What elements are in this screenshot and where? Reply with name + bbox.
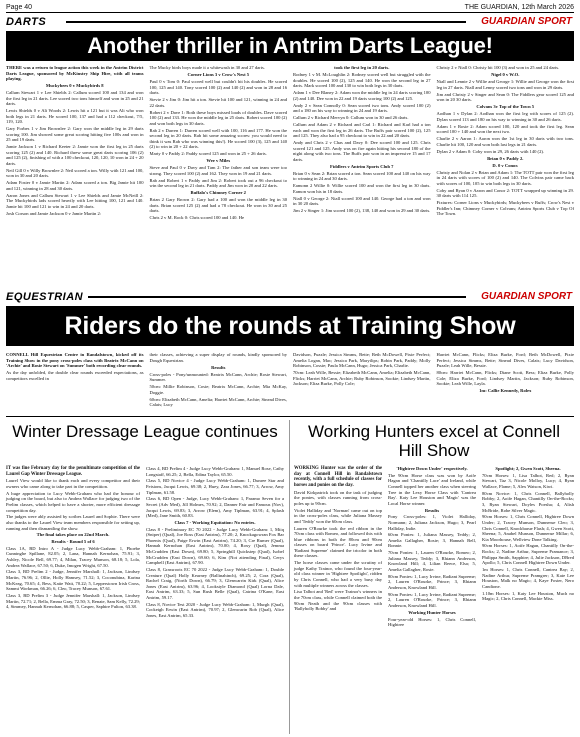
paragraph: 70cm: Leah Wille, Bessie; Elizabeth McCann, Amelia; Elizabeth McCann, Flicks; Harriet McCann, Archie; Ruby Robinson, Sookie; Lindsey Martin, Jackson; Eliza Burke, Polly Cole; <box>293 370 431 386</box>
paragraph: Fixtures: Corner Lions v Muckybirds; Muckybees v Buffs; Crow's Nest v Fiddler's Inn; Chimney Corner v Colvans; Antrim Sports Club v Top Of The Town. <box>436 200 574 216</box>
hunters-column-2 <box>388 466 476 734</box>
paragraph: THERE was a return to league action this week in the Antrim District Darts League, sponsored by McKinstry Ship Hire, with all teams playing. <box>6 65 144 81</box>
paragraph: David Kirkpatrick took on the task of judging the ponies, with classes running from cross-poles up to 90cm. <box>294 489 382 506</box>
paragraph: Violet Halliday and 'Norman' came out on top in the cross-poles class, while Juliana Massey and 'Teddy' won the 60cm class. <box>294 507 382 524</box>
paragraph: Fiddlers v Antrim Sports Club 7 <box>330 163 394 169</box>
paragraph: Class 1A, BD Intro A - Judge Lucy Webb-Graham: 1, Phoebe Cunninghe Spillane, 82.05; 2, Lana, Hannah Kernohan, 75.91; 3, Ashley, Nicole Bell, 69.77; 4, Milan, Tracey Munson, 68.18; 5, Lola, Andrea Wallace, 67.50; 6, Duke, Imogen Wright, 67.50. <box>6 545 140 568</box>
darts-column-2 <box>150 65 288 277</box>
darts-article <box>6 65 574 277</box>
paragraph: Rab and Robert 1 v Paddy and Jim 2: Robert took out a 96 checkout to win the second leg in 21 darts. Paddy and Jim won in 20 and 22 darts. <box>149 177 287 188</box>
paragraph: CONNELL Hill Equestrian Centre in Randalstown, kicked off its Training Show in the pony cross-poles class with Beatrix McCann on 'Archie' and Rosie Stewart on 'Summer' both recording clear rounds. <box>6 352 144 368</box>
paragraph: Chris 2 v M. Rock 0: Chris scored 100 and 140. He <box>149 215 245 220</box>
equestrian-headline: Riders do the rounds at Training Show <box>6 306 574 346</box>
equestrian-column-3 <box>293 352 431 412</box>
equestrian-column-1 <box>6 352 144 412</box>
paragraph: Muckybees 0 v Muckybirds 8 <box>45 83 104 88</box>
paragraph: Nigel 0 v W.O. <box>491 72 520 77</box>
masthead <box>6 2 574 12</box>
paragraph: Dylan 2 v Adam 0: Coby won in 29, 26 darts with 140 (2). <box>436 148 545 154</box>
paragraph: Colvans 3v Top of the Town 5 <box>476 104 535 109</box>
paragraph: 80cm Ponies: 1, Lucy Irvine, Radiant Supreme; 2, Lauren O'Rourke, Prince; 3, Rhiann Anderson, Knowland Hill. <box>388 573 476 590</box>
paragraph: The final takes place on 22nd March. <box>36 532 110 538</box>
equestrian-section-line <box>88 296 466 298</box>
paragraph: 90cm Horses: 1, Aoife Hagan, Chantilly On-the-Rocks; 2, Nadine Arthur, Supreme Pramance; 3, Philippa Smith, Sapphire; 4, Julie Jackson, DBred Apollo; 5, Chris Connell Hightree Down Under. <box>482 543 574 566</box>
paragraph: Niall and Lennie 2 v Willie and George 1: Willie and George won the first leg in 27 darts. Niall and Lenny scored two tons and won in 29 darts. <box>436 79 574 90</box>
paragraph: IT was fine February day for the penultimate competition of the Laurel Gap Winter Dressage League. <box>6 466 140 477</box>
paragraph: 80cm Novice: 1, Chris Connell, Ballyholly Bobby; 2, Aoife Hagan, Chantilly On-the-Rocks; 3, Ryan Stewart, Doyles Poesha; 4, Alish McBride, Robe Silver Magic. <box>482 490 574 513</box>
paper-date: THE GUARDIAN, 12th March 2026 <box>464 3 574 11</box>
paragraph: Class 5, BD Novice 4 - Judge Lucy Webb-Graham: 1, Dunree Star and Feisions, Jacqui Lewis, 69.38; 2, Huey, Zara Jones, 66.77; 3, Arrow, Amy Tiplman, 61.58. <box>146 478 284 495</box>
paragraph: Aodhan 1 v Dylan 2: Aodhan won the first leg with scores of 125 (2). Dylan scored 113 and 180 on his way to winning in 30 and 26 darts. <box>436 111 574 122</box>
paragraph: 1m: Callie Kennedy, Rolex <box>479 388 532 393</box>
hunters-column-3 <box>482 466 574 734</box>
paragraph: Class 8, Novice Test 2020 - Judge Lucy Webb-Graham: 1, Murgh (Qual), Cockeigh Erwin (East Antrim), 70.97; 2, Glenwarin Rob (Qual), Alice Jones, East Antrim, 65.33. <box>146 601 284 618</box>
paragraph: Four-year-old Horses: 1, Chris Connell, Hightree <box>388 616 476 628</box>
paragraph: Eamonn 2 Willie 0: Willie scored 100 and won the first leg in 30 darts. Eamon won his in 18 darts. <box>293 183 431 194</box>
paragraph: Results <box>424 507 440 513</box>
paragraph: Charlie 2 v Aaron 1: Aaron won the 1st leg in 30 darts with two tons. Charlie hit 100, 120 and won both last legs in 21 darts. <box>436 136 574 147</box>
paragraph: Class 3, BD Prelim 2 - Judge, Jennifer Marshall: 1, Jackson, Lindsey Martin, 76.96; 2, Ollie, Holly Hamsey, 71.52; 3, Coconubina, Karina McKeag, 70.65; 4, Bess, Katie Watt, 70.22; 5, Lepperstown Irish Cross, Sammi Workman, 66.26; 6, Cleo, Tracey Munson, 67.61. <box>6 569 140 592</box>
paragraph: Davidson, Puzzle; Jessica Simms, Bette; Beth McDowell, Pixie Perfect; Amelia Logan, Mac; Jessica Park, Maryilips; Robin Park, Paddy; Molly Robinson, Cossie; Paula McCann, Hugo; Jessica Park, Charlie. <box>293 352 431 368</box>
paragraph: Coby and Ryan 0 v Aaron and Conor 2: TOTT wrapped up winning in 29. 30 darts with 114 125. <box>436 187 574 198</box>
paragraph: The Mucky birds boys made it a whitewash in 30 and 27 darts. <box>149 65 265 70</box>
page-number: Page 40 <box>6 3 33 11</box>
paragraph: Brian 0 v Sean 2: Brian scored a ton. Sean scored 100 and 140 on his way to winning in 24 and 30 darts. <box>293 170 431 181</box>
paragraph: Jamie Jackson 1 v Richard Keeter 2: Jamie won the first leg in 25 darts scoring 125 (2) and 140. Richard threw some great darts scoring 106 (2) and 125 (2), finishing of with a 100 checkout, 120, 120, 10 won in 24 + 20 darts. <box>6 144 144 166</box>
darts-column-1 <box>6 65 144 277</box>
paragraph: Brian 2 Gary Brown 2: Gary had a 100 and won the middle leg in 30 darts. Brian scored 125 (2) and had a 78 checkout. He won in 30 and 25 darts. <box>149 197 287 213</box>
paragraph: Callum and Adam 2 v Richard and Carl 1: Richard and Karl had a ton each and won the first leg in 26 darts. The Buffs pair scored 100 (2), 125 and 125. They also had a 95 checkout to win in 22 and 20 darts. <box>293 122 431 138</box>
paragraph: Lisa Talbot and 'Red' were Trainor's winners in the 70cm class, while Connell claimed both the 90cm Neath and the 90cm classes with 'Ballyholly Bobby' and <box>294 589 382 612</box>
paragraph: Callum Stewart 1 v Lee Shields 2: Callum scored 100 and 134 and won the first leg in 21 darts. Lee scored two tons himself and won in 25 and 21 darts. <box>6 90 144 106</box>
paragraph: Aaron Jones and Callum Stewart 1 v Lee Shields and Jamie McNeill 2: The Muckybirds lads scored heavily with Lee hitting 100, 121 and 140. Jamie hit 100 and 121 to win in 24 and 20 darts. <box>6 192 144 209</box>
paragraph: A huge appreciation to Lucy Webb-Graham who had the honour of judging on the board, but also to Andrea Wallace for judging two of the Prelim classes, which helped to have a shorter, more efficient dressage competition day. <box>6 490 140 513</box>
paragraph: 70cm Horses: 1, Lisa Talbot, Red; 2, Ryan Stewart, Taz 3, Nicole Molloy, Lucy; 4, Ryan Wallace, Flame; 5, Alex Watson, Kiwi. <box>482 472 574 489</box>
paragraph: Class 6, BD Open - Judge, Lucy Webb-Graham: 1, Paramo Seven for a Secret (Adv Med), Jill Holmes, 70.92; 2, Danner Fair and Famous (Nov), Jacqui Lewis, 69.83; 3, Arrow (Elem), Amy Tiplman, 63.91; 4, Splash (Med), Jane Smith, 60.83. <box>146 496 284 519</box>
story-column-rule <box>289 420 290 734</box>
hunters-headline: Working Hunters excel at Connell Hill Show <box>308 422 560 460</box>
paragraph: Adam Foster 0 v Jamie Martin 2: Adam scored a ton. Big Jamie hit 100 and 121, winning in 28 and 30 darts. <box>6 180 144 191</box>
dressage-column-1 <box>6 466 140 734</box>
paragraph: 60cm: Elizabeth McCann, Amelia; Harriet McCann, Archie; Sinead Dives, Calais; Lucy <box>149 396 287 407</box>
hunters-column-1 <box>294 466 382 734</box>
paragraph: Christy 2 v Niall 0: Christy hit 100 (3) and won in 25 and 24 darts. <box>436 65 560 70</box>
equestrian-column-2 <box>150 352 288 412</box>
paragraph: Class 4, BD Prelim 4 - Judge Lucy Webb-Graham: 1, Manuel Rose, Cathy Longstaff, 66.25; 2, Bella, Edina Taylor, 65.50. <box>146 466 284 477</box>
paragraph: Adam 1 v Rosie 2: Adam scored 100, 120 and took the first leg. Sean scored 100 + 140 and won the next two. <box>436 123 574 134</box>
paragraph: Class 8, Grassroots EC 70 2022 - Judge Lucy Webb-Graham: 1, Double Creature (Qual) Holly Kearney (Ballinahinch), 69.25; 2, Cora (Qual), Rachel Craig, (North Down), 66.79; 3, Glenwarrin Kirk (Qual), Alice Jones (East Antrim), 63.96; 4, Lookstyle Diamond (Qual) Lorna Dale, East Antrim, 63.33; 5, Sun Rush Belle (Qual), Catrina O'Kane, East Antrim, 59.17. <box>146 567 284 600</box>
paragraph: 90cm Horses: 1, Chris Connell, Hightree Down Under; 2, Tracey Munson, Dunnerue Cleo; 3, Chris Connell, Knockbarue Flash; 4, Gwen Scott, Sheena; 5, Anabel Munson, Dunnerue Millar; 6, Kia Moorhouse, Wellview Done Talking. <box>482 514 574 542</box>
dressage-column-2 <box>146 466 284 734</box>
paragraph: WORKING Hunter was the order of the day at Connell Hill in Randalstown recently, with a full schedule of classes for horses and ponies on the day. <box>294 466 382 488</box>
paragraph: Class 7 - Working Equitation: No entries. <box>174 519 256 525</box>
paragraph: 1.10m Horses: 1, Katy Lee Houston, Much no Magic; 2, Chris Connell, Mackie Miss. <box>482 590 574 602</box>
paragraph: Paul 0 v Tom 0: Paul scored well but couldn't hit his doubles. He scored 100, 125 and 140. Tony scored 100 (2) and 140 (2) and won in 28 and 16 darts. <box>149 79 287 95</box>
paragraph: Jim and Christy 2 v Singer and Sean 0: The Fiddlers gear scored 125 and won in 20 30 darts. <box>436 91 574 102</box>
paragraph: Christy and Nolan 2 v Brian and Adam 1: The TOTT pair won the first leg in 24 darts with scores of 100 (2) and 140. The Colvins pair came back with scores of 100, 105 to win both legs in 30 darts. <box>436 169 574 186</box>
paragraph: Results - Round 5 of 6 <box>51 539 95 545</box>
paragraph: Laurel View would like to thank each and every competitor and their owners who came along to take part in the competition. <box>6 478 140 489</box>
paragraph: Steve and Paul 0 v Davy and Tam 2: The father and son team were too strong. They scored 100 (2) and 162. They won in 19 and 21 darts. <box>149 165 287 176</box>
paragraph: 60cm Ponies: 1, Juliana Massey, Teddy; 2, Amelia Gallagher, Rosie; 3, Hannah Bell, Bonnie. <box>388 532 476 549</box>
paragraph: Spotlight; 2, Gwen Scott, Sheena. <box>495 466 561 471</box>
darts-brand: GUARDIAN SPORT <box>481 16 572 27</box>
paragraph: Brian 0 v Paddy 2. <box>487 155 524 161</box>
equestrian-column-4 <box>437 352 575 412</box>
paragraph: The 90cm Horse class was won by Aoife Hagan and 'Chantilly Lace' and Ireland, while Connell topped her another class when steering Tree in the Lexy Horse Class with 'Cantrea Bay'. Katy Lee Houston and 'Magic' was the Local Horse winner. <box>388 472 476 506</box>
paragraph: 1m Horses: 1, Chris Connell, Cantrea Bay; 2, Nadine Arthur, Supreme Pramgrer; 3, Kate Lee Houston, Malk no Magic; 4, Kaye Foster, Nero Candione. <box>482 567 574 589</box>
paragraph: Marty 0 v Paddy 2: Paddy scored 125 and won in 25 + 26 darts. <box>149 151 267 156</box>
paragraph: The judges were ably assisted by scribes Laurel and Sophie. There were also thanks to the Laurel View team members responsible for setting up, running and then dismantling the show. <box>6 514 140 531</box>
paragraph: Buffalo's Chimney Corner 2 <box>190 190 246 195</box>
darts-section-bar <box>6 15 574 28</box>
paragraph: took the first leg in 20 darts. <box>334 65 390 70</box>
paragraph: Class 8 - Preliminary EC 70 2022 - Judge Lucy Webb-Graham: 1, Miiq (Sniper) (Qual), Joe Ross (East Antrim), 77.20; 2, Knockagowran Fox Bar Phoenix (Qual), Paige Erwin (East Antrim), 74.20; 3, Cre Rumer (Qual), Hannah Kernohan (East Antrim), 70.00; 4, Roxy (Qual), Jemma McCrudden (East Down), 69.80; 5, Springhill Quickstep (Qual), Isobel McCrudden (East Down), 69.60; 6, Kim (Not attending Final), Cerys Campbell (East Antrim), 67.90. <box>146 526 284 566</box>
paragraph: As the day unfolded, the double clear rounds exceeded expectations, as competitors excelled in <box>6 370 144 381</box>
paragraph: Adam 1 v Dee Blaney 2: Adam won the middle leg in 24 darts scoring 100 (2) and 140. Dee won in 22 and 19 darts scoring 100 (2) and 125. <box>293 90 431 101</box>
paragraph: Josh Corson and Jamie Jackson 0 v Jamie Martin 2: <box>6 210 102 216</box>
story-divider <box>6 416 574 417</box>
paragraph: Gary Forbes 1 v Jim Brownlee 2: Gary won the middle leg in 29 darts scoring 100. Jim showed some great scoring hitting five 100s and won in 25 and 19 darts. <box>6 126 144 142</box>
paragraph: Pony Cross-poles: 1, Violet Halliday, Normann; 2, Juliana Jackson, Hugo; 3, Pearl Halliday, Indie. <box>388 514 476 531</box>
paragraph: Lewis Shields 0 v Ali Woods 2: Lewis hit a 121 but it was Ali who won both legs in 21 darts. He scored 100, 137 and had a 112 checkout, 7/5, 119, 120. <box>6 108 144 124</box>
paragraph: Results <box>211 364 226 370</box>
paragraph: Robert 2 v Dave 1: Both these boys missed loads of doubles. Dave scored 100 (2) and 133. He won the middle leg in 25 darts. Robert scored 100 (2) and won both legs in 30 darts. <box>149 109 287 126</box>
darts-column-4 <box>437 65 575 277</box>
paragraph: Andy 2 v Sean Connolly 0: Sean scored two tons. Andy scored 100 (2) and a 180 on his way to winning in 24 and 19 darts. <box>293 102 431 113</box>
paragraph: Harriet McCann, Flicks; Eliza Burke, Ford; Beth McDowell, Pixie Perfect; Jessica Simms, Bette; Sinead Dives, Calais; Lucy Davidson, Puzzle; Leah Wille, Bessie. <box>436 352 574 368</box>
darts-section-label: DARTS <box>6 15 47 28</box>
paragraph: Cross-poles - Pony/unmounted: Beatrix McCann, Archie; Rosie Stewart, Summer. <box>149 371 287 382</box>
paragraph: Wee v Miles <box>206 158 231 163</box>
paragraph: Class 3, BD Prelim 3 - Judge Jennifer Marshall: 1, Jackson, Lindsey Martin, 72.71; 2, Bella, Emma Gray, 72.50; 3, Renaie, Sam Kelly, 72.29; 4, Simmey, Hannah Kernohan, 66.88; 5, Casper, Saphire Fulton, 63.38. <box>6 592 141 610</box>
paragraph: Corner Lions 3 v Crow's Nest 5 <box>187 72 250 77</box>
equestrian-article <box>6 352 574 412</box>
paragraph: Lauren O'Rourke took the red ribbon in the 70cm class with Romeo, and followed this with blue ribbons in both the 80cm and 90cm classes on board 'Prince'. Lucy Irvine and 'Radiant Supreme' claimed the tricolor in both these classes. <box>294 525 382 559</box>
paragraph: The horse classes came under the scrutiny of judge Kathy Trainor, who found the four-year-old class winner in 'Hightree Spotlight', ridden by Chris Connell, who had a very busy day with multiple winners across the classes. <box>294 560 382 588</box>
paragraph: Callum 2 v Richard Mervyn 0: Callum won in 30 and 26 darts. <box>293 115 409 120</box>
paragraph: D. 0 v Conor. <box>492 162 519 168</box>
paragraph: Rodney 1 v M. McLoughlin 2: Rodney scored well but struggled with the doubles. He scored 100 (2), 125 and 140. He won the second leg in 27 darts. Mark scored 100 and 130 to win both legs in 30 darts. <box>293 72 431 88</box>
paragraph: Niall 0 v George 2: Niall scored 100 and 140. George had a ton and won in 30 20 darts. <box>293 195 431 206</box>
paragraph: Jim 2 v Singer 1: Jim scored 100 (2), 138, 140 and won in 29 and 30 darts. <box>293 208 431 213</box>
darts-column-3 <box>293 65 431 277</box>
paragraph: their classes, achieving a super display of rounds, kindly sponsored by Dough Equestrian. <box>149 352 287 363</box>
equestrian-brand: GUARDIAN SPORT <box>481 291 572 302</box>
dressage-headline: Winter Dressage League continues <box>12 422 278 441</box>
paragraph: Andy and Chris 2 v Chas and Davy 0: Dee scored 100 and 125. Chris scored 121 and 125. Andy was on fire again hitting his second 180 of the night along with two tons. The Buffs pair won in an impressive 15 and 17 darts. <box>293 140 431 162</box>
paragraph: 90cm Ponies: 1, Lucy Irvine, Radiant Supreme; 2, Lauren O'Rourke, Prince; 3, Rhiann Anderson, Knowland Hill. <box>388 591 476 608</box>
paragraph: 50cm: Millie Robinson, Cosie; Beatrix McCann, Archie; Mia McKay, Doggie. <box>149 384 287 395</box>
paragraph: 80cm: Harriet McCann, Flicks; Diane Scott, Bess; Eliza Burke, Polly Cole; Eliza Burke, Ford; Lindsey Martin, Jackson; Ruby Robinson, Sookie; Leah Wille, Layla. <box>436 370 574 386</box>
paragraph: Stevie 2 v Jim 0: Jim hit a ton. Stevie hit 100 and 121, winning in 24 and 22 darts. <box>149 97 287 108</box>
paragraph: Neil Gill 0 v Willy Brownlee 2: Neil scored a ton. Willy with 121 and 100, won in 30 and 20 darts. <box>6 167 144 178</box>
paragraph: 70cm Ponies: 1, Lauren O'Rourke, Romeo; 2, Juliana Massey, Teddy; 3, Rhiann Anderson, Knowland Hill; 4, Lilian Reece, Elsa; 5, Amelia Gallagher, Rosie. <box>388 550 476 573</box>
darts-headline: Another thriller in Antrim Darts League! <box>6 31 574 61</box>
equestrian-section-bar <box>6 290 574 303</box>
equestrian-section-label: EQUESTRIAN <box>6 290 84 303</box>
paragraph: 'Hightree Down Under' respectively. <box>396 466 468 471</box>
paragraph: Working Hunter Horses <box>408 609 456 615</box>
masthead-rule <box>6 12 574 13</box>
paragraph: Rab 2 v Darren 1: Darren scored well with 100, 116 and 177. He won the second leg in 20 darts. Rab hit some amazing scores: you would need to think it was Rab who was winning this!). He scored 100 (3), 125 and 140 (2) to win in 20 + 22 darts. <box>149 127 287 149</box>
darts-section-line <box>66 21 466 23</box>
